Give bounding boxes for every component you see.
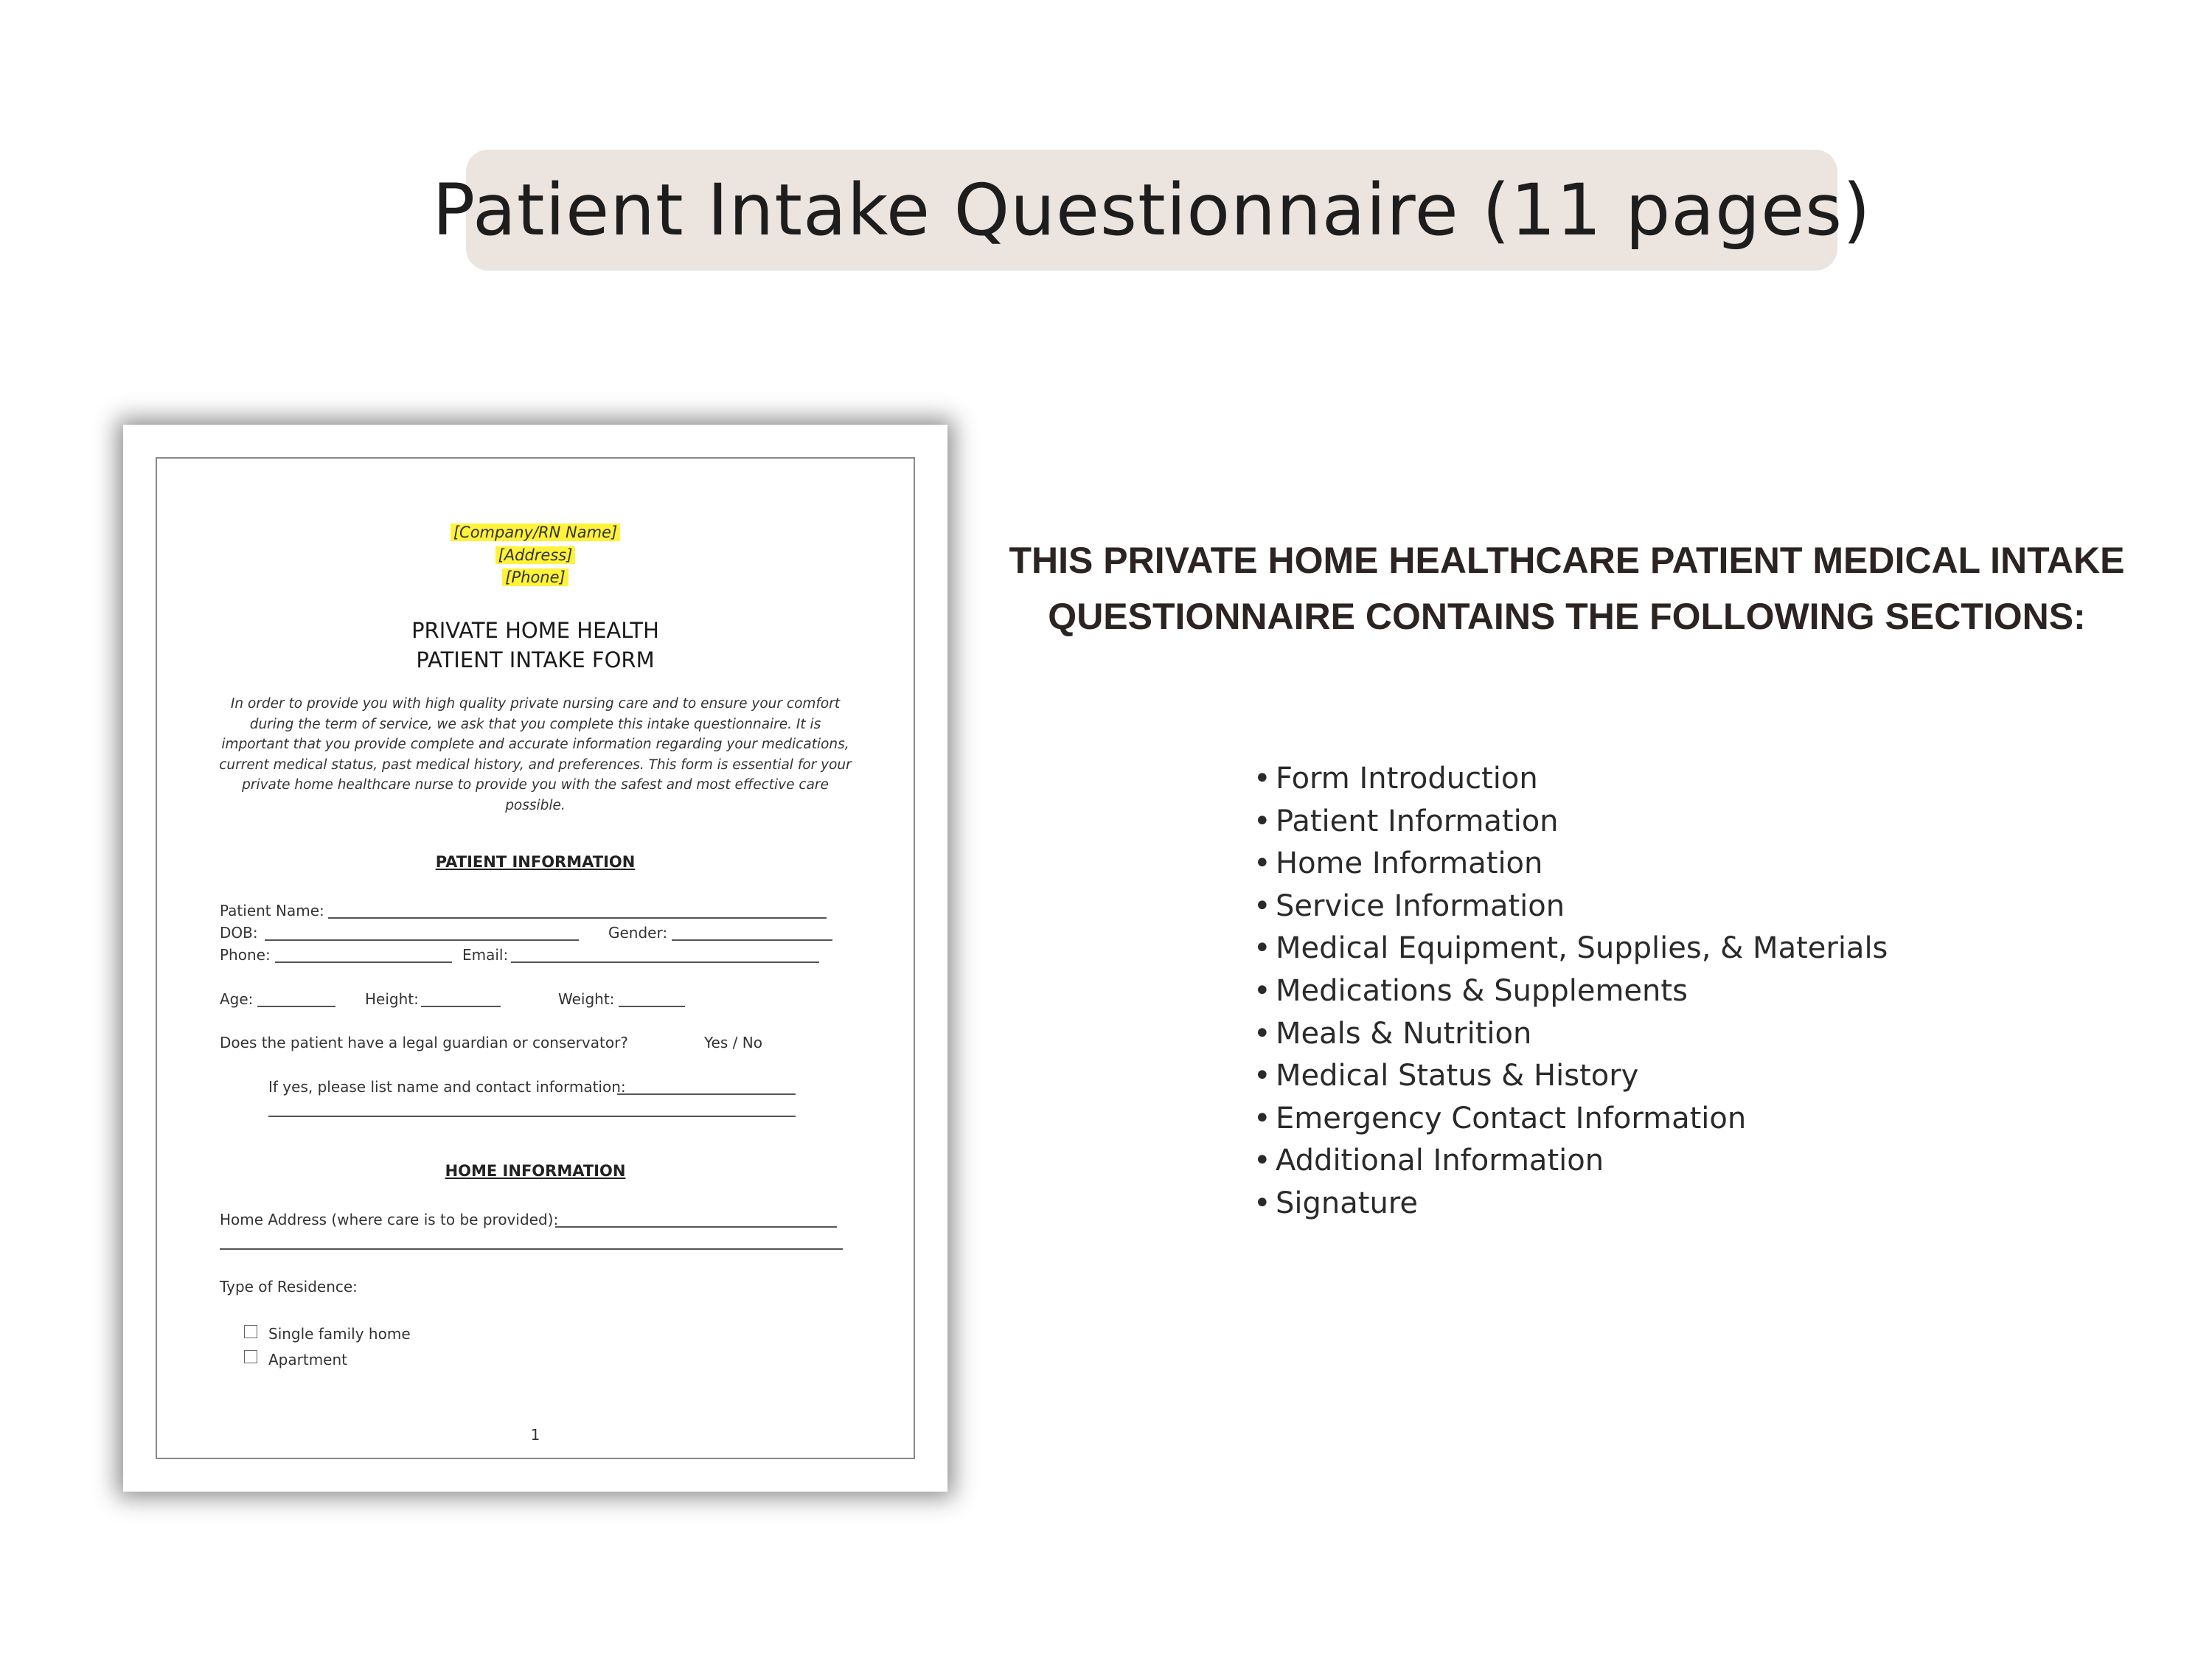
list-item: • Medical Status & History	[1253, 1055, 1888, 1098]
patient-info-heading: PATIENT INFORMATION	[435, 853, 636, 871]
description-line-2: QUESTIONNAIRE CONTAINS THE FOLLOWING SECTIONS:	[1048, 596, 2086, 637]
guardian-followup-line-2	[268, 1116, 796, 1117]
list-item: • Home Information	[1253, 843, 1888, 886]
bullet-icon: •	[1253, 1059, 1271, 1093]
phone-label: Phone:	[220, 946, 271, 964]
list-item: • Emergency Contact Information	[1253, 1098, 1888, 1141]
residence-type-label: Type of Residence:	[220, 1278, 358, 1295]
page-title: Patient Intake Questionnaire (11 pages)	[432, 169, 1871, 251]
age-line	[257, 1006, 335, 1007]
height-line	[421, 1006, 501, 1007]
gender-label: Gender:	[608, 924, 668, 942]
bullet-icon: •	[1253, 1144, 1271, 1178]
letterhead-phone: [Phone]	[123, 568, 947, 586]
dob-label: DOB:	[220, 924, 258, 942]
description-heading	[973, 532, 2160, 644]
bullet-icon: •	[1253, 846, 1271, 881]
list-item: • Medical Equipment, Supplies, & Materials	[1253, 928, 1888, 970]
apartment-checkbox[interactable]	[244, 1350, 257, 1363]
form-preview-page	[123, 425, 947, 1492]
letterhead-company: [Company/RN Name]	[123, 524, 947, 541]
home-address-line	[555, 1226, 837, 1228]
letterhead-address: [Address]	[123, 546, 947, 564]
bullet-icon: •	[1253, 973, 1271, 1008]
home-address-line-2	[220, 1248, 843, 1250]
sections-list	[1253, 758, 1888, 1225]
patient-name-label: Patient Name:	[220, 902, 324, 919]
form-title-line1: PRIVATE HOME HEALTH	[411, 618, 659, 643]
list-item: • Medications & Supplements	[1253, 970, 1888, 1013]
bullet-icon: •	[1253, 1101, 1271, 1135]
list-item: • Form Introduction	[1253, 758, 1888, 801]
guardian-followup-label: If yes, please list name and contact information:	[268, 1078, 626, 1096]
page-number: 1	[530, 1426, 540, 1444]
apartment-label: Apartment	[268, 1351, 348, 1368]
list-item: • Signature	[1253, 1183, 1888, 1225]
list-item: • Meals & Nutrition	[1253, 1013, 1888, 1056]
list-item: • Additional Information	[1253, 1140, 1888, 1183]
list-item: • Service Information	[1253, 886, 1888, 928]
email-line	[511, 961, 819, 963]
weight-line	[619, 1006, 685, 1007]
form-title-line2: PATIENT INTAKE FORM	[416, 647, 655, 672]
gender-line	[672, 939, 832, 941]
age-label: Age:	[220, 990, 254, 1008]
weight-label: Weight:	[558, 990, 615, 1008]
bullet-icon: •	[1253, 888, 1271, 923]
single-family-label: Single family home	[268, 1325, 411, 1343]
dob-line	[265, 939, 579, 941]
guardian-followup-line	[617, 1093, 796, 1095]
description-line-1: THIS PRIVATE HOME HEALTHCARE PATIENT MEDICAL INTAKE	[1009, 540, 2125, 581]
bullet-icon: •	[1253, 804, 1271, 838]
bullet-icon: •	[1253, 1016, 1271, 1051]
patient-name-line	[328, 917, 827, 919]
title-banner	[432, 150, 1871, 271]
single-family-checkbox[interactable]	[244, 1325, 257, 1338]
bullet-icon: •	[1253, 931, 1271, 966]
guardian-question: Does the patient have a legal guardian or conservator?	[220, 1034, 628, 1051]
email-label: Email:	[462, 946, 509, 964]
height-label: Height:	[365, 990, 419, 1008]
home-info-heading: HOME INFORMATION	[445, 1162, 626, 1180]
intro-paragraph: In order to provide you with high quality private nursing care and to ensure your comfort during the term of service, we ask that you complete this intake questionnaire. It is important that you provide complete and accurate information regarding your medications, current medical status, past medical history, and preferences. This form is essential for your private home healthcare nurse to provide you with the safest and most effective care possible.	[219, 696, 852, 813]
guardian-yes-no: Yes / No	[704, 1034, 762, 1051]
bullet-icon: •	[1253, 1186, 1271, 1220]
list-item: • Patient Information	[1253, 801, 1888, 844]
home-address-label: Home Address (where care is to be provided):	[220, 1211, 559, 1228]
phone-line	[275, 961, 452, 963]
bullet-icon: •	[1253, 762, 1271, 796]
